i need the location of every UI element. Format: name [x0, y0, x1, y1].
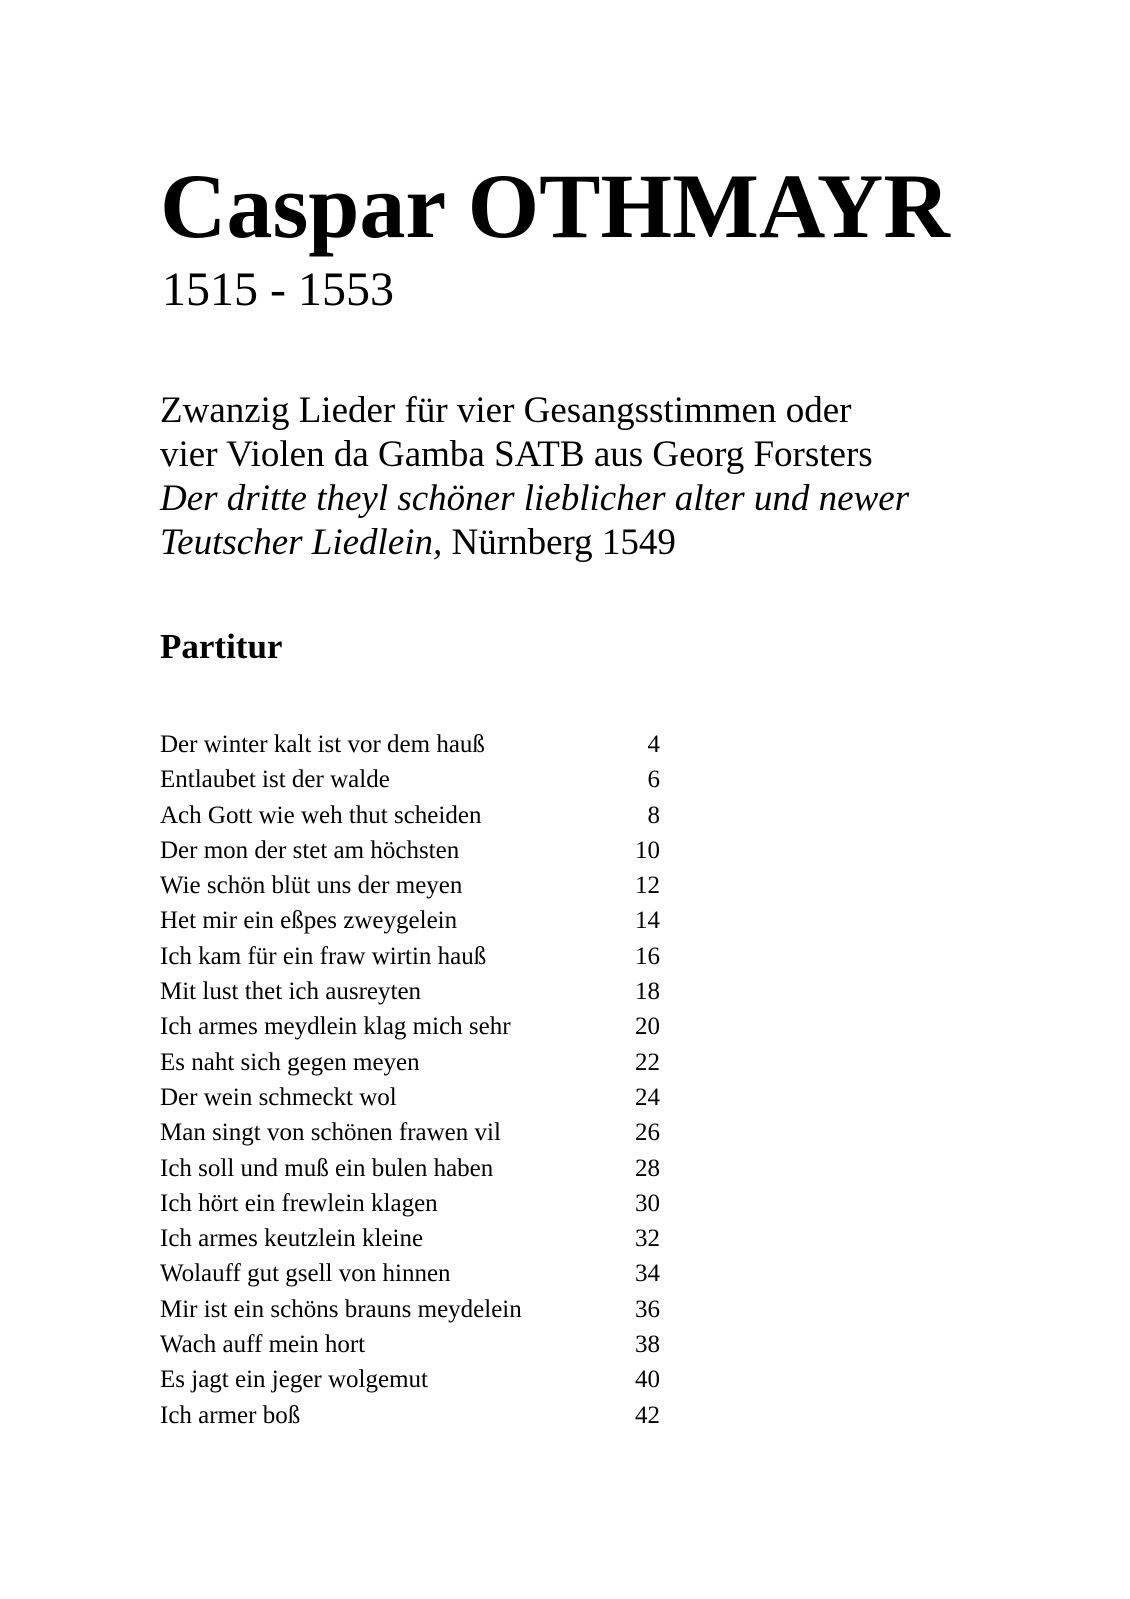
toc-entry-title: Der wein schmeckt wol — [160, 1083, 397, 1111]
toc-entry — [160, 833, 660, 868]
description-line-1: Zwanzig Lieder für vier Gesangsstimmen oder — [160, 390, 852, 431]
toc-entry-title: Wie schön blüt uns der meyen — [160, 872, 463, 900]
toc-entry-title: Ich armer boß — [160, 1401, 301, 1429]
toc-entry-page-number: 4 — [647, 731, 660, 758]
toc-entry-title: Der mon der stet am höchsten — [160, 836, 460, 864]
toc-entry-page-number: 18 — [635, 978, 660, 1006]
toc-entry-title: Ach Gott wie weh thut scheiden — [160, 801, 482, 829]
toc-entry-page-number: 12 — [635, 872, 660, 900]
toc-entry-page-number: 26 — [635, 1119, 660, 1147]
composer-dates: 1515 - 1553 — [162, 263, 394, 316]
toc-entry-page-number: 14 — [635, 907, 660, 935]
toc-entry-title: Mit lust thet ich ausreyten — [160, 978, 422, 1006]
toc-entry-title: Ich soll und muß ein bulen haben — [160, 1154, 494, 1182]
toc-entry-title: Wolauff gut gsell von hinnen — [160, 1260, 451, 1288]
toc-entry-page-number: 42 — [635, 1401, 660, 1429]
toc-entry-title: Ich kam für ein fraw wirtin hauß — [160, 942, 487, 970]
toc-entry-page-number: 28 — [635, 1154, 660, 1182]
toc-entry-title: Entlaubet ist der walde — [160, 766, 390, 794]
toc-entry-page-number: 20 — [635, 1013, 660, 1041]
toc-entry — [160, 868, 660, 903]
toc-entry — [160, 1045, 660, 1080]
toc-entry-title: Wach auff mein hort — [160, 1331, 366, 1359]
toc-entry — [160, 1151, 660, 1186]
toc-entry-title: Es jagt ein jeger wolgemut — [160, 1366, 428, 1394]
toc-entry-title: Ich armes keutzlein kleine — [160, 1225, 424, 1253]
toc-entry — [160, 762, 660, 797]
toc-entry-title: Der winter kalt ist vor dem hauß — [160, 731, 485, 758]
table-of-contents — [160, 727, 660, 1433]
toc-entry — [160, 1115, 660, 1150]
description-line-3 — [160, 477, 1020, 521]
toc-entry-page-number: 10 — [635, 836, 660, 864]
toc-entry — [160, 1009, 660, 1044]
toc-entry — [160, 1080, 660, 1115]
toc-entry — [160, 727, 660, 762]
toc-entry-page-number: 38 — [635, 1331, 660, 1359]
toc-entry-title: Het mir ein eßpes zweygelein — [160, 907, 458, 935]
toc-entry — [160, 1362, 660, 1397]
toc-entry-title: Es naht sich gegen meyen — [160, 1048, 420, 1076]
toc-entry-page-number: 24 — [635, 1083, 660, 1111]
toc-entry — [160, 1327, 660, 1362]
toc-entry — [160, 903, 660, 938]
toc-entry-page-number: 8 — [647, 801, 660, 829]
toc-entry — [160, 1398, 660, 1433]
collection-description — [160, 389, 1020, 565]
toc-entry-page-number: 36 — [635, 1295, 660, 1323]
toc-entry-page-number: 40 — [635, 1366, 660, 1394]
toc-entry — [160, 1221, 660, 1256]
toc-entry — [160, 974, 660, 1009]
toc-entry-title: Ich hört ein frewlein klagen — [160, 1189, 438, 1217]
source-title-part-1: Der dritte theyl schöner lieblicher alter und newer — [160, 478, 910, 519]
toc-entry-title: Ich armes meydlein klag mich sehr — [160, 1013, 511, 1041]
toc-entry — [160, 1292, 660, 1327]
toc-entry — [160, 798, 660, 833]
toc-entry — [160, 1256, 660, 1291]
toc-entry-title: Mir ist ein schöns brauns meydelein — [160, 1295, 522, 1323]
description-line-4 — [160, 521, 1020, 565]
toc-entry-page-number: 34 — [635, 1260, 660, 1288]
toc-entry-page-number: 16 — [635, 942, 660, 970]
source-title-part-2: Teutscher Liedlein, — [160, 522, 443, 563]
composer-name: Caspar OTHMAYR — [160, 155, 950, 257]
toc-entry — [160, 939, 660, 974]
toc-entry — [160, 1186, 660, 1221]
toc-entry-page-number: 6 — [647, 766, 660, 794]
section-heading: Partitur — [160, 627, 283, 666]
publication-place-year: Nürnberg 1549 — [442, 522, 676, 563]
toc-entry-page-number: 22 — [635, 1048, 660, 1076]
toc-entry-title: Man singt von schönen frawen vil — [160, 1119, 501, 1147]
toc-entry-page-number: 32 — [635, 1225, 660, 1253]
description-line-2: vier Violen da Gamba SATB aus Georg Forsters — [160, 434, 873, 475]
toc-entry-page-number: 30 — [635, 1189, 660, 1217]
